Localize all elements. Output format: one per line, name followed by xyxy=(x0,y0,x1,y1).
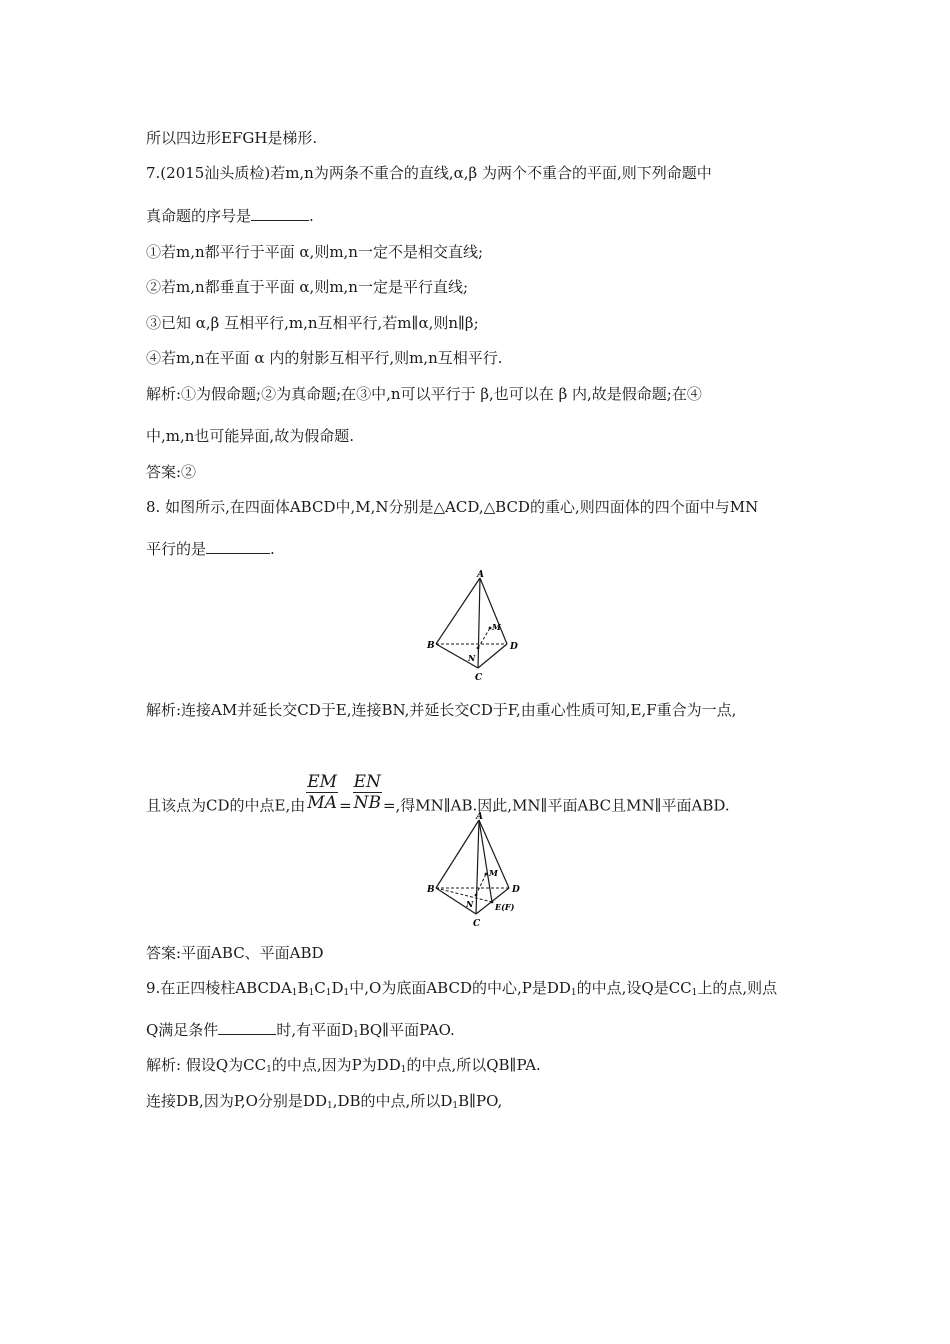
label-D: D xyxy=(510,642,518,652)
text-run: 且该点为CD的中点E,由 xyxy=(146,796,306,815)
option-3: ③已知 α,β 互相平行,m,n互相平行,若m∥α,则n∥β; xyxy=(146,314,479,332)
text-run: 9.在正四棱柱ABCDA xyxy=(146,979,292,997)
prompt-text: 真命题的序号是 xyxy=(146,207,252,225)
fraction-numerator: EN xyxy=(353,772,381,792)
equals-sign: = xyxy=(339,796,352,815)
prompt-end: BQ∥平面PAO. xyxy=(358,1021,455,1039)
tetrahedron-figure-2 xyxy=(424,810,534,930)
label-A: A xyxy=(476,812,483,822)
label-N: N xyxy=(468,653,476,663)
solution-line: 解析:①为假命题;②为真命题;在③中,n可以平行于 β,也可以在 β 内,故是假命题;在④ xyxy=(146,385,702,403)
solution-line xyxy=(146,1055,541,1080)
answer-blank xyxy=(206,539,270,554)
text-run: C xyxy=(314,979,326,997)
subscript: 1 xyxy=(327,1101,333,1111)
text-run: 连接DB,因为P,O分别是DD xyxy=(146,1092,327,1110)
text-run: D xyxy=(331,979,344,997)
text-line: 所以四边形EFGH是梯形. xyxy=(146,129,318,147)
question-9-stem xyxy=(146,978,777,1003)
option-1: ①若m,n都平行于平面 α,则m,n一定不是相交直线; xyxy=(146,243,484,261)
subscript: 1 xyxy=(452,1101,459,1111)
prompt-end: . xyxy=(309,207,314,225)
subscript: 1 xyxy=(325,988,332,998)
label-B: B xyxy=(427,885,435,895)
subscript: 1 xyxy=(353,1030,359,1040)
prompt-text: 时,有平面D xyxy=(276,1021,354,1039)
subscript: 1 xyxy=(266,1065,272,1075)
label-E-F: E(F) xyxy=(495,902,515,912)
text-run: B xyxy=(297,979,309,997)
text-run: =,得MN∥AB.因此,MN∥平面ABC且MN∥平面ABD. xyxy=(382,796,730,815)
answer-line: 答案:平面ABC、平面ABD xyxy=(146,944,324,962)
question-8-stem: 8. 如图所示,在四面体ABCD中,M,N分别是△ACD,△BCD的重心,则四面体的四个面中与MN xyxy=(146,498,759,516)
prompt-text: 平行的是 xyxy=(146,540,207,558)
fraction-numerator: EM xyxy=(307,772,338,792)
question-7-prompt xyxy=(146,206,314,226)
option-2: ②若m,n都垂直于平面 α,则m,n一定是平行直线; xyxy=(146,278,469,296)
label-D: D xyxy=(512,885,520,895)
question-9-prompt xyxy=(146,1020,455,1045)
subscript: 1 xyxy=(400,1065,407,1075)
solution-line xyxy=(146,1091,502,1116)
subscript: 1 xyxy=(291,988,298,998)
option-4: ④若m,n在平面 α 内的射影互相平行,则m,n互相平行. xyxy=(146,349,503,367)
label-N: N xyxy=(466,899,474,909)
answer-blank xyxy=(251,206,309,221)
question-8-prompt xyxy=(146,539,275,559)
subscript: 1 xyxy=(343,988,350,998)
text-run: 的中点,设Q是CC xyxy=(576,979,692,997)
text-run: 上的点,则点 xyxy=(697,979,778,997)
subscript: 1 xyxy=(308,988,315,998)
text-run: 的中点,所以QB∥PA. xyxy=(406,1056,541,1074)
text-run: 的中点,因为P为DD xyxy=(271,1056,401,1074)
prompt-end: . xyxy=(270,540,275,558)
subscript: 1 xyxy=(570,988,577,998)
answer-blank xyxy=(218,1020,276,1035)
label-M: M xyxy=(489,868,498,878)
label-C: C xyxy=(473,919,481,929)
solution-line: 中,m,n也可能异面,故为假命题. xyxy=(146,427,354,445)
text-run: 中,O为底面ABCD的中心,P是DD xyxy=(349,979,571,997)
text-run: ,DB的中点,所以D xyxy=(332,1092,453,1110)
tetrahedron-figure xyxy=(424,568,524,682)
label-B: B xyxy=(427,641,435,651)
label-C: C xyxy=(475,673,483,682)
fraction-denominator: MA xyxy=(307,793,337,813)
label-A: A xyxy=(477,570,484,580)
fraction-en-nb xyxy=(353,772,382,813)
text-run: 解析: 假设Q为CC xyxy=(146,1056,267,1074)
subscript: 1 xyxy=(691,988,698,998)
answer-line: 答案:② xyxy=(146,463,197,481)
label-M: M xyxy=(492,622,501,632)
fraction-denominator: NB xyxy=(353,793,381,813)
text-run: B∥PO, xyxy=(458,1092,503,1110)
question-7-stem: 7.(2015汕头质检)若m,n为两条不重合的直线,α,β 为两个不重合的平面,则下列命题中 xyxy=(146,164,712,182)
solution-line: 解析:连接AM并延长交CD于E,连接BN,并延长交CD于F,由重心性质可知,E,F重合为一点, xyxy=(146,701,737,719)
fraction-em-ma xyxy=(306,772,338,813)
prompt-text: Q满足条件 xyxy=(146,1021,219,1039)
